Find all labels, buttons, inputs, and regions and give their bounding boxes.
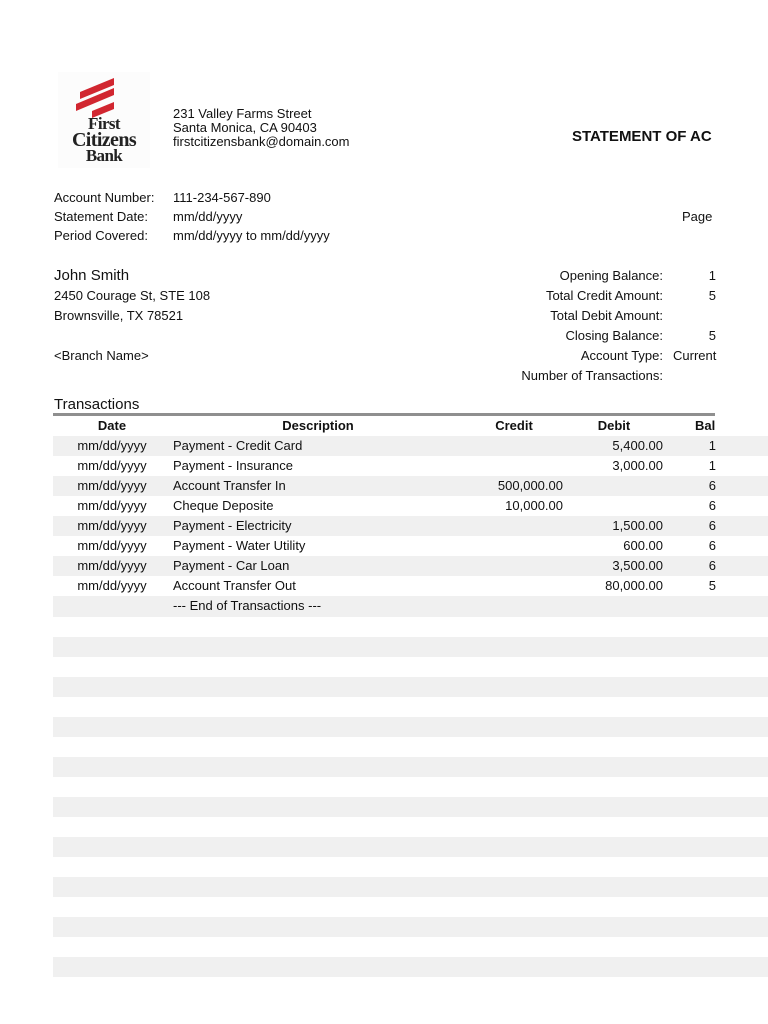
table-row bbox=[0, 436, 768, 456]
end-of-transactions: --- End of Transactions --- bbox=[173, 598, 322, 613]
cell-description: Payment - Car Loan bbox=[173, 558, 290, 573]
table-filler-row bbox=[53, 757, 768, 777]
bank-address-line2: Santa Monica, CA 90403 bbox=[173, 120, 317, 135]
total-credit-label: Total Credit Amount: bbox=[545, 288, 663, 303]
table-row-stripe bbox=[53, 596, 768, 616]
col-header-description: Description bbox=[282, 418, 354, 433]
cell-date: mm/dd/yyyy bbox=[77, 478, 147, 493]
branch-name: <Branch Name> bbox=[54, 348, 149, 363]
table-row bbox=[0, 576, 768, 596]
bank-logo-text bbox=[58, 116, 150, 164]
cell-credit: 500,000.00 bbox=[497, 478, 563, 493]
cell-description: Cheque Deposite bbox=[173, 498, 274, 513]
transactions-title: Transactions bbox=[54, 396, 140, 413]
cell-debit: 5,400.00 bbox=[612, 438, 663, 453]
bank-email: firstcitizensbank@domain.com bbox=[173, 134, 350, 149]
cell-date: mm/dd/yyyy bbox=[77, 558, 147, 573]
account-number-value: 111-234-567-890 bbox=[173, 190, 271, 205]
account-type-value: Current bbox=[673, 348, 717, 363]
cell-description: Payment - Electricity bbox=[173, 518, 292, 533]
cell-date: mm/dd/yyyy bbox=[77, 498, 147, 513]
col-header-date: Date bbox=[97, 418, 127, 433]
logo-line-1: First bbox=[88, 114, 120, 133]
customer-address-line2: Brownsville, TX 78521 bbox=[54, 308, 184, 323]
col-header-debit: Debit bbox=[597, 418, 631, 433]
cell-balance: 5 bbox=[708, 578, 716, 593]
cell-debit: 1,500.00 bbox=[612, 518, 663, 533]
cell-debit: 3,000.00 bbox=[612, 458, 663, 473]
cell-credit: 10,000.00 bbox=[505, 498, 563, 513]
cell-date: mm/dd/yyyy bbox=[77, 518, 147, 533]
cell-description: Payment - Water Utility bbox=[173, 538, 306, 553]
table-row bbox=[0, 516, 768, 536]
transactions-header-rule bbox=[53, 413, 715, 416]
statement-date-value: mm/dd/yyyy bbox=[173, 209, 243, 224]
table-filler-row bbox=[53, 877, 768, 897]
cell-description: Payment - Insurance bbox=[173, 458, 293, 473]
customer-address-line1: 2450 Courage St, STE 108 bbox=[54, 288, 211, 303]
table-row bbox=[0, 536, 768, 556]
page-label: Page bbox=[682, 209, 713, 224]
total-credit-value: 5 bbox=[708, 288, 716, 303]
cell-date: mm/dd/yyyy bbox=[77, 538, 147, 553]
cell-balance: 1 bbox=[708, 458, 716, 473]
transactions-count-label: Number of Transactions: bbox=[521, 368, 663, 383]
cell-description: Account Transfer Out bbox=[173, 578, 296, 593]
period-covered-label: Period Covered: bbox=[54, 228, 148, 243]
table-row bbox=[0, 556, 768, 576]
cell-debit: 3,500.00 bbox=[612, 558, 663, 573]
period-covered-value: mm/dd/yyyy to mm/dd/yyyy bbox=[173, 228, 330, 243]
cell-description: Payment - Credit Card bbox=[173, 438, 303, 453]
cell-balance: 6 bbox=[708, 558, 716, 573]
cell-debit: 80,000.00 bbox=[605, 578, 663, 593]
customer-name: John Smith bbox=[54, 267, 130, 284]
cell-balance: 6 bbox=[708, 538, 716, 553]
opening-balance-label: Opening Balance: bbox=[559, 268, 663, 283]
cell-description: Account Transfer In bbox=[173, 478, 286, 493]
opening-balance-value: 1 bbox=[708, 268, 716, 283]
bank-address-line1: 231 Valley Farms Street bbox=[173, 106, 312, 121]
table-filler-row bbox=[53, 957, 768, 977]
closing-balance-value: 5 bbox=[708, 328, 716, 343]
logo-line-3: Bank bbox=[85, 146, 123, 165]
cell-balance: 1 bbox=[708, 438, 716, 453]
account-type-label: Account Type: bbox=[580, 348, 663, 363]
cell-debit: 600.00 bbox=[623, 538, 663, 553]
cell-date: mm/dd/yyyy bbox=[77, 438, 147, 453]
closing-balance-label: Closing Balance: bbox=[565, 328, 663, 343]
cell-balance: 6 bbox=[708, 478, 716, 493]
col-header-balance: Bal bbox=[695, 418, 716, 433]
cell-date: mm/dd/yyyy bbox=[77, 458, 147, 473]
table-filler-row bbox=[53, 637, 768, 657]
logo-line-2: Citizens bbox=[71, 129, 137, 151]
total-debit-label: Total Debit Amount: bbox=[550, 308, 663, 323]
table-filler-row bbox=[53, 717, 768, 737]
table-filler-row bbox=[53, 917, 768, 937]
account-number-label: Account Number: bbox=[54, 190, 155, 205]
cell-date: mm/dd/yyyy bbox=[77, 578, 147, 593]
table-row bbox=[0, 496, 768, 516]
table-filler-row bbox=[53, 837, 768, 857]
statement-date-label: Statement Date: bbox=[54, 209, 148, 224]
table-filler-row bbox=[53, 797, 768, 817]
table-row bbox=[0, 476, 768, 496]
table-filler-row bbox=[53, 677, 768, 697]
statement-title: STATEMENT OF AC bbox=[572, 130, 712, 144]
cell-balance: 6 bbox=[708, 498, 716, 513]
bank-logo bbox=[58, 72, 150, 168]
cell-balance: 6 bbox=[708, 518, 716, 533]
table-row bbox=[0, 456, 768, 476]
col-header-credit: Credit bbox=[495, 418, 533, 433]
